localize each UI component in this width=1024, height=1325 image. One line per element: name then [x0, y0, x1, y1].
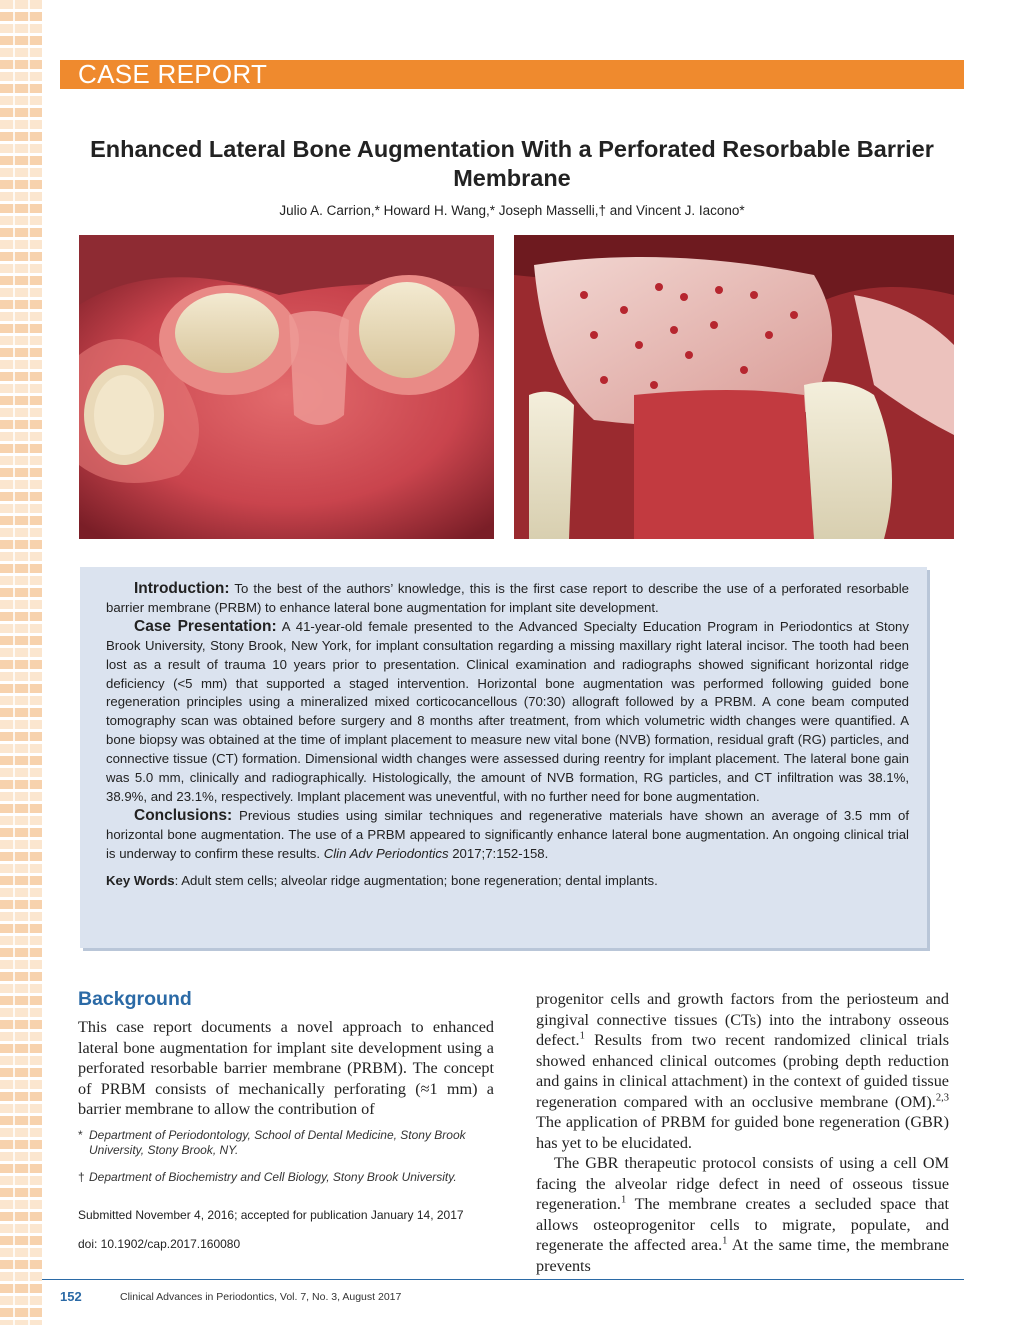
- abstract-case-presentation: [106, 618, 909, 807]
- section-banner: [60, 60, 964, 89]
- journal-info: Clinical Advances in Periodontics, Vol. 7, No. 3, August 2017: [120, 1291, 402, 1303]
- reference-marker: 1: [722, 1235, 728, 1247]
- abstract-introduction: [106, 580, 909, 618]
- submission-dates: Submitted November 4, 2016; accepted for publication January 14, 2017: [78, 1208, 464, 1222]
- introduction-text: To the best of the authors’ knowledge, this is the first case report to describe the use of a perforated resorbable barrier membrane (PRBM) to enhance lateral bone augmentation for implant site development.: [106, 581, 909, 615]
- doi: doi: 10.1902/cap.2017.160080: [78, 1237, 241, 1251]
- body-paragraph-2: [536, 1153, 949, 1276]
- body-text: progenitor cells and growth factors from the periosteum and gingival connective tissues (CTs) into the intrabony osseous defect.: [536, 990, 949, 1049]
- footnote-affiliation-2: [78, 1170, 498, 1185]
- conclusions-label: Conclusions:: [134, 806, 233, 824]
- abstract-conclusions: [106, 807, 909, 864]
- body-text: The application of PRBM for guided bone regeneration (GBR) has yet to be elucidated.: [536, 1113, 949, 1152]
- decorative-side-strip: [0, 0, 42, 1325]
- footnote-text: Department of Periodontology, School of Dental Medicine, Stony Brook University, Stony Brook, NY.: [89, 1128, 466, 1157]
- article-title: Enhanced Lateral Bone Augmentation With a Perforated Resorbable Barrier Membrane: [90, 136, 934, 191]
- banner-label: CASE REPORT: [78, 59, 268, 89]
- footnote-affiliation-1: [78, 1128, 498, 1158]
- footnote-mark: *: [78, 1128, 83, 1142]
- footer-rule: [42, 1279, 964, 1280]
- keywords: [106, 872, 909, 891]
- clinical-photo-perforated-bone: [514, 235, 954, 539]
- page-number: 152: [60, 1289, 82, 1304]
- background-heading: Background: [78, 988, 192, 1010]
- abstract-text: [106, 580, 909, 891]
- body-text: The GBR therapeutic protocol consists of using a cell OM facing the alveolar ridge defect in need of osseous tissue regeneration.: [536, 1154, 949, 1213]
- keywords-text: : Adult stem cells; alveolar ridge augmentation; bone regeneration; dental implants.: [174, 872, 658, 888]
- body-paragraph-1: [536, 989, 949, 1153]
- case-presentation-label: Case Presentation:: [134, 617, 277, 635]
- body-text: Results from two recent randomized clinical trials showed enhanced clinical outcomes (probing depth reduction and gains in clinical attachment) in the context of guided tissue regeneration compared with an occlusive membrane (OM).: [536, 1031, 949, 1111]
- author-list: Julio A. Carrion,* Howard H. Wang,* Joseph Masselli,† and Vincent J. Iacono*: [279, 203, 745, 218]
- introduction-label: Introduction:: [134, 580, 230, 597]
- footnote-text: Department of Biochemistry and Cell Biology, Stony Brook University.: [89, 1170, 457, 1184]
- citation-volume: 2017;7:152-158.: [448, 845, 549, 861]
- case-presentation-text: A 41-year-old female presented to the Advanced Specialty Education Program in Periodontics at Stony Brook University, Stony Brook, New York, for implant consultation regarding a missing maxillary right lateral incisor. The tooth had been lost as a result of trauma 10 years prior to presentation. Clinical examination and radiographs showed significant horizontal ridge deficiency (<5 mm) that supported a staged intervention. Horizontal bone augmentation was performed following guided bone regeneration principles using a mineralized mixed corticocancellous (70:30) allograft followed by a PRBM. A cone beam computed tomography scan was obtained before surgery and 8 months after treatment, from which volumetric width changes were quantified. A bone biopsy was obtained at the time of implant placement to measure new vital bone (NVB) formation, residual graft (RG) particles, and connective tissue (CT) formation. Dimensional width changes were assessed during reentry for implant placement. The lateral bone gain was 5.0 mm, clinically and radiographically. Histologically, the amount of NVB formation, RG particles, and CT infiltration was 38.1%, 38.9%, and 23.1%, respectively. Implant placement was uneventful, with no further need for bone augmentation.: [106, 618, 909, 804]
- body-text: At the same time, the membrane prevents: [536, 1236, 949, 1275]
- clinical-photo-edentulous-ridge: [79, 235, 494, 539]
- reference-marker: 1: [579, 1030, 585, 1042]
- reference-marker: 1: [620, 1194, 627, 1206]
- footnote-mark: †: [78, 1170, 85, 1184]
- background-paragraph: This case report documents a novel approach to enhanced lateral bone augmentation for implant site development using a perforated resorbable barrier membrane (PRBM). The concept of PRBM consists of mechanically perforating (≈1 mm) a barrier membrane to allow the contribution of: [78, 1018, 494, 1118]
- keywords-label: Key Words: [106, 872, 175, 888]
- right-column: [536, 989, 949, 1276]
- left-column: [78, 988, 494, 1120]
- reference-marker: 2,3: [935, 1092, 949, 1104]
- body-text: The membrane creates a secluded space that allows osteoprogenitor cells to migrate, populate, and regenerate the affected area.: [536, 1195, 949, 1254]
- conclusions-text: Previous studies using similar techniques and regenerative materials have shown an average of 3.5 mm of horizontal bone augmentation. The use of a PRBM appeared to significantly enhance lateral bone augmentation. An ongoing clinical trial is underway to confirm these results.: [106, 807, 909, 861]
- citation-journal: Clin Adv Periodontics: [323, 845, 449, 861]
